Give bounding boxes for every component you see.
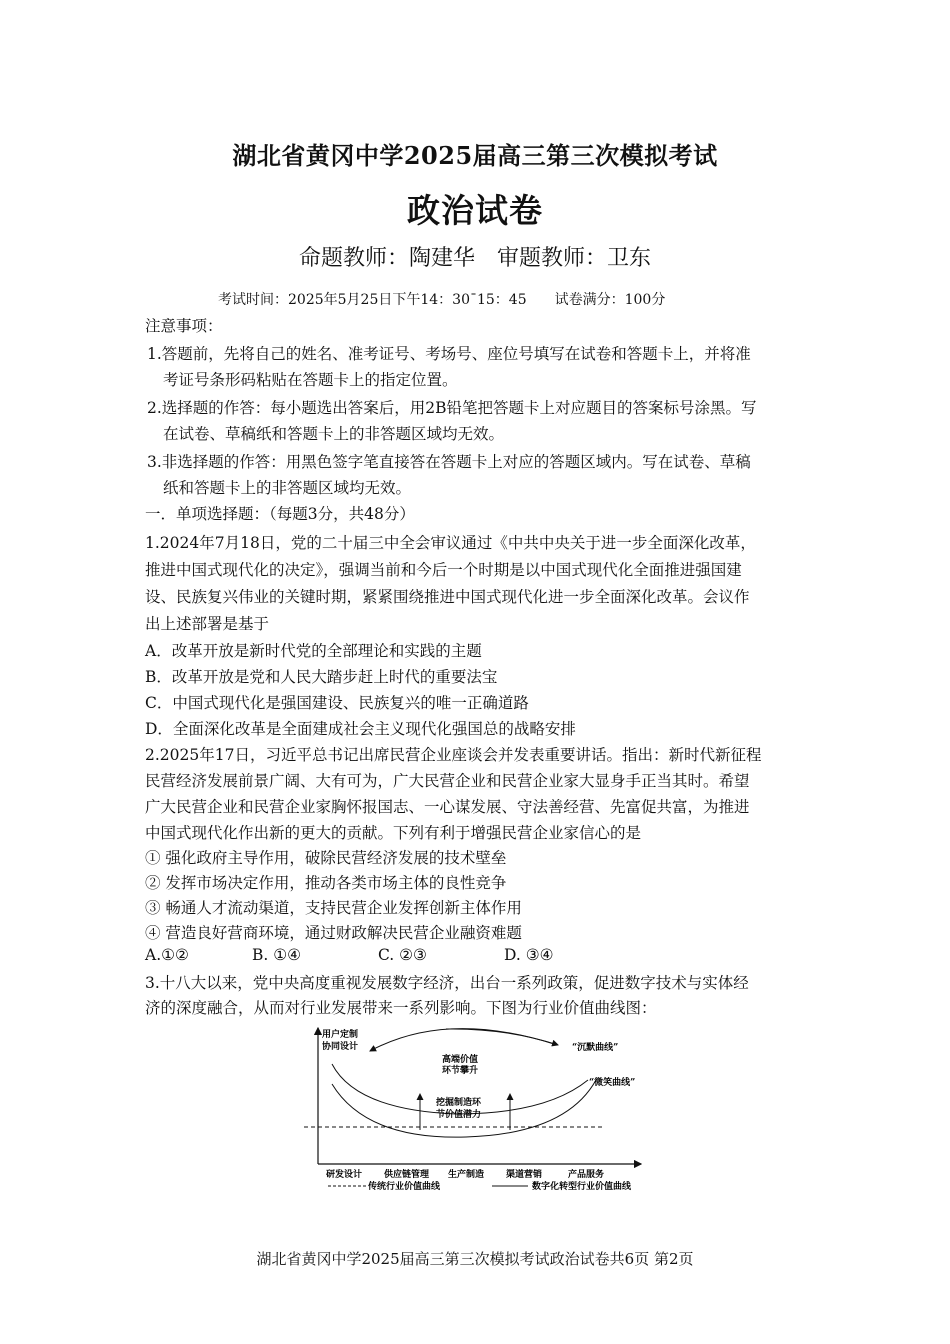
value-curve-chart [296, 1022, 676, 1194]
q2-stem-line1: 2.2025年17日，习近平总书记出席民营企业座谈会并发表重要讲话。指出：新时代新征程 [145, 746, 762, 764]
q2-stem-line4: 中国式现代化作出新的更大的贡献。下列有利于增强民营企业家信心的是 [145, 824, 642, 842]
upgrade-label-line1: 高端价值 [442, 1055, 479, 1065]
upgrade-label-line2: 环节攀升 [442, 1066, 479, 1076]
smile-curve [332, 1080, 596, 1137]
silent-curve-left-arrow [370, 1029, 554, 1051]
potential-label-line1: 挖掘制造环 [436, 1098, 482, 1108]
legend-traditional: 传统行业价值曲线 [368, 1182, 441, 1192]
q2-item-2: ② 发挥市场决定作用，推动各类市场主体的良性竞争 [145, 874, 507, 892]
q2-choice-a: A.①② [145, 946, 189, 964]
y-label-line1: 用户定制 [322, 1030, 359, 1040]
q2-stem-line3: 广大民营企业和民营企业家胸怀报国志、一心谋发展、守法善经营、先富促共富，为推进 [145, 798, 750, 816]
notice-item-1-line2: 考证号条形码粘贴在答题卡上的指定位置。 [163, 371, 458, 389]
legend-digital: 数字化转型行业价值曲线 [532, 1182, 632, 1192]
q1-option-a: A．改革开放是新时代党的全部理论和实践的主题 [145, 642, 482, 660]
q1-option-b: B．改革开放是党和人民大踏步赶上时代的重要法宝 [145, 668, 498, 686]
x-category-3: 生产制造 [448, 1170, 485, 1180]
y-label-line2: 协同设计 [322, 1042, 359, 1052]
notice-item-3-line1: 3.非选择题的作答：用黑色签字笔直接答在答题卡上对应的答题区域内。写在试卷、草稿 [147, 453, 751, 471]
exam-info: 考试时间：2025年5月25日下午14：30¯15：45 试卷满分：100分 [218, 292, 666, 308]
section-heading: 一．单项选择题：（每题3分，共48分） [145, 505, 415, 523]
q3-stem-line1: 3.十八大以来，党中央高度重视发展数字经济，出台一系列政策，促进数字技术与实体经 [145, 974, 749, 992]
q2-stem-line2: 民营经济发展前景广阔、大有可为，广大民营企业和民营企业家大显身手正当其时。希望 [145, 772, 750, 790]
notice-item-3-line2: 纸和答题卡上的非答题区域均无效。 [163, 479, 412, 497]
notice-heading: 注意事项： [145, 317, 223, 335]
q2-choice-b: B. ①④ [252, 946, 302, 964]
q1-option-c: C．中国式现代化是强国建设、民族复兴的唯一正确道路 [145, 694, 529, 712]
q2-item-3: ③ 畅通人才流动渠道，支持民营企业发挥创新主体作用 [145, 899, 522, 917]
x-category-2: 供应链管理 [384, 1170, 430, 1180]
subject-title: 政治试卷 [407, 191, 543, 230]
q2-choice-d: D. ③④ [504, 946, 554, 964]
q1-option-d: D．全面深化改革是全面建成社会主义现代化强国总的战略安排 [145, 720, 576, 738]
notice-item-2-line2: 在试卷、草稿纸和答题卡上的非答题区域均无效。 [163, 425, 505, 443]
q2-choice-c: C. ②③ [378, 946, 427, 964]
notice-item-2-line1: 2.选择题的作答：每小题选出答案后，用2B铅笔把答题卡上对应题目的答案标号涂黑。写 [147, 399, 757, 417]
q1-stem-line4: 出上述部署是基于 [145, 615, 270, 633]
x-category-5: 产品服务 [568, 1170, 605, 1180]
notice-item-1-line1: 1.答题前，先将自己的姓名、准考证号、考场号、座位号填写在试卷和答题卡上，并将准 [147, 345, 751, 363]
x-category-1: 研发设计 [326, 1170, 363, 1180]
potential-label-line2: 节价值潜力 [436, 1110, 482, 1120]
q2-item-1: ① 强化政府主导作用，破除民营经济发展的技术壁垒 [145, 849, 507, 867]
q2-item-4: ④ 营造良好营商环境，通过财政解决民营企业融资难题 [145, 924, 522, 942]
page-footer: 湖北省黄冈中学2025届高三第三次模拟考试政治试卷共6页 第2页 [256, 1250, 694, 1268]
smile-curve-label: “微笑曲线” [589, 1078, 636, 1088]
q1-stem-line3: 设、民族复兴伟业的关键时期，紧紧围绕推进中国式现代化进一步全面深化改革。会议作 [145, 588, 750, 606]
x-category-4: 渠道营销 [506, 1170, 543, 1180]
exam-title: 湖北省黄冈中学2025届高三第三次模拟考试 [232, 141, 718, 170]
teachers-line: 命题教师：陶建华 审题教师：卫东 [298, 246, 651, 271]
q1-stem-line2: 推进中国式现代化的决定》，强调当前和今后一个时期是以中国式现代化全面推进强国建 [145, 561, 742, 579]
silent-curve-label: “沉默曲线” [572, 1043, 619, 1053]
q1-stem-line1: 1.2024年7月18日，党的二十届三中全会审议通过《中共中央关于进一步全面深化改革， [145, 534, 756, 552]
q3-stem-line2: 济的深度融合，从而对行业发展带来一系列影响。下图为行业价值曲线图： [145, 999, 657, 1017]
